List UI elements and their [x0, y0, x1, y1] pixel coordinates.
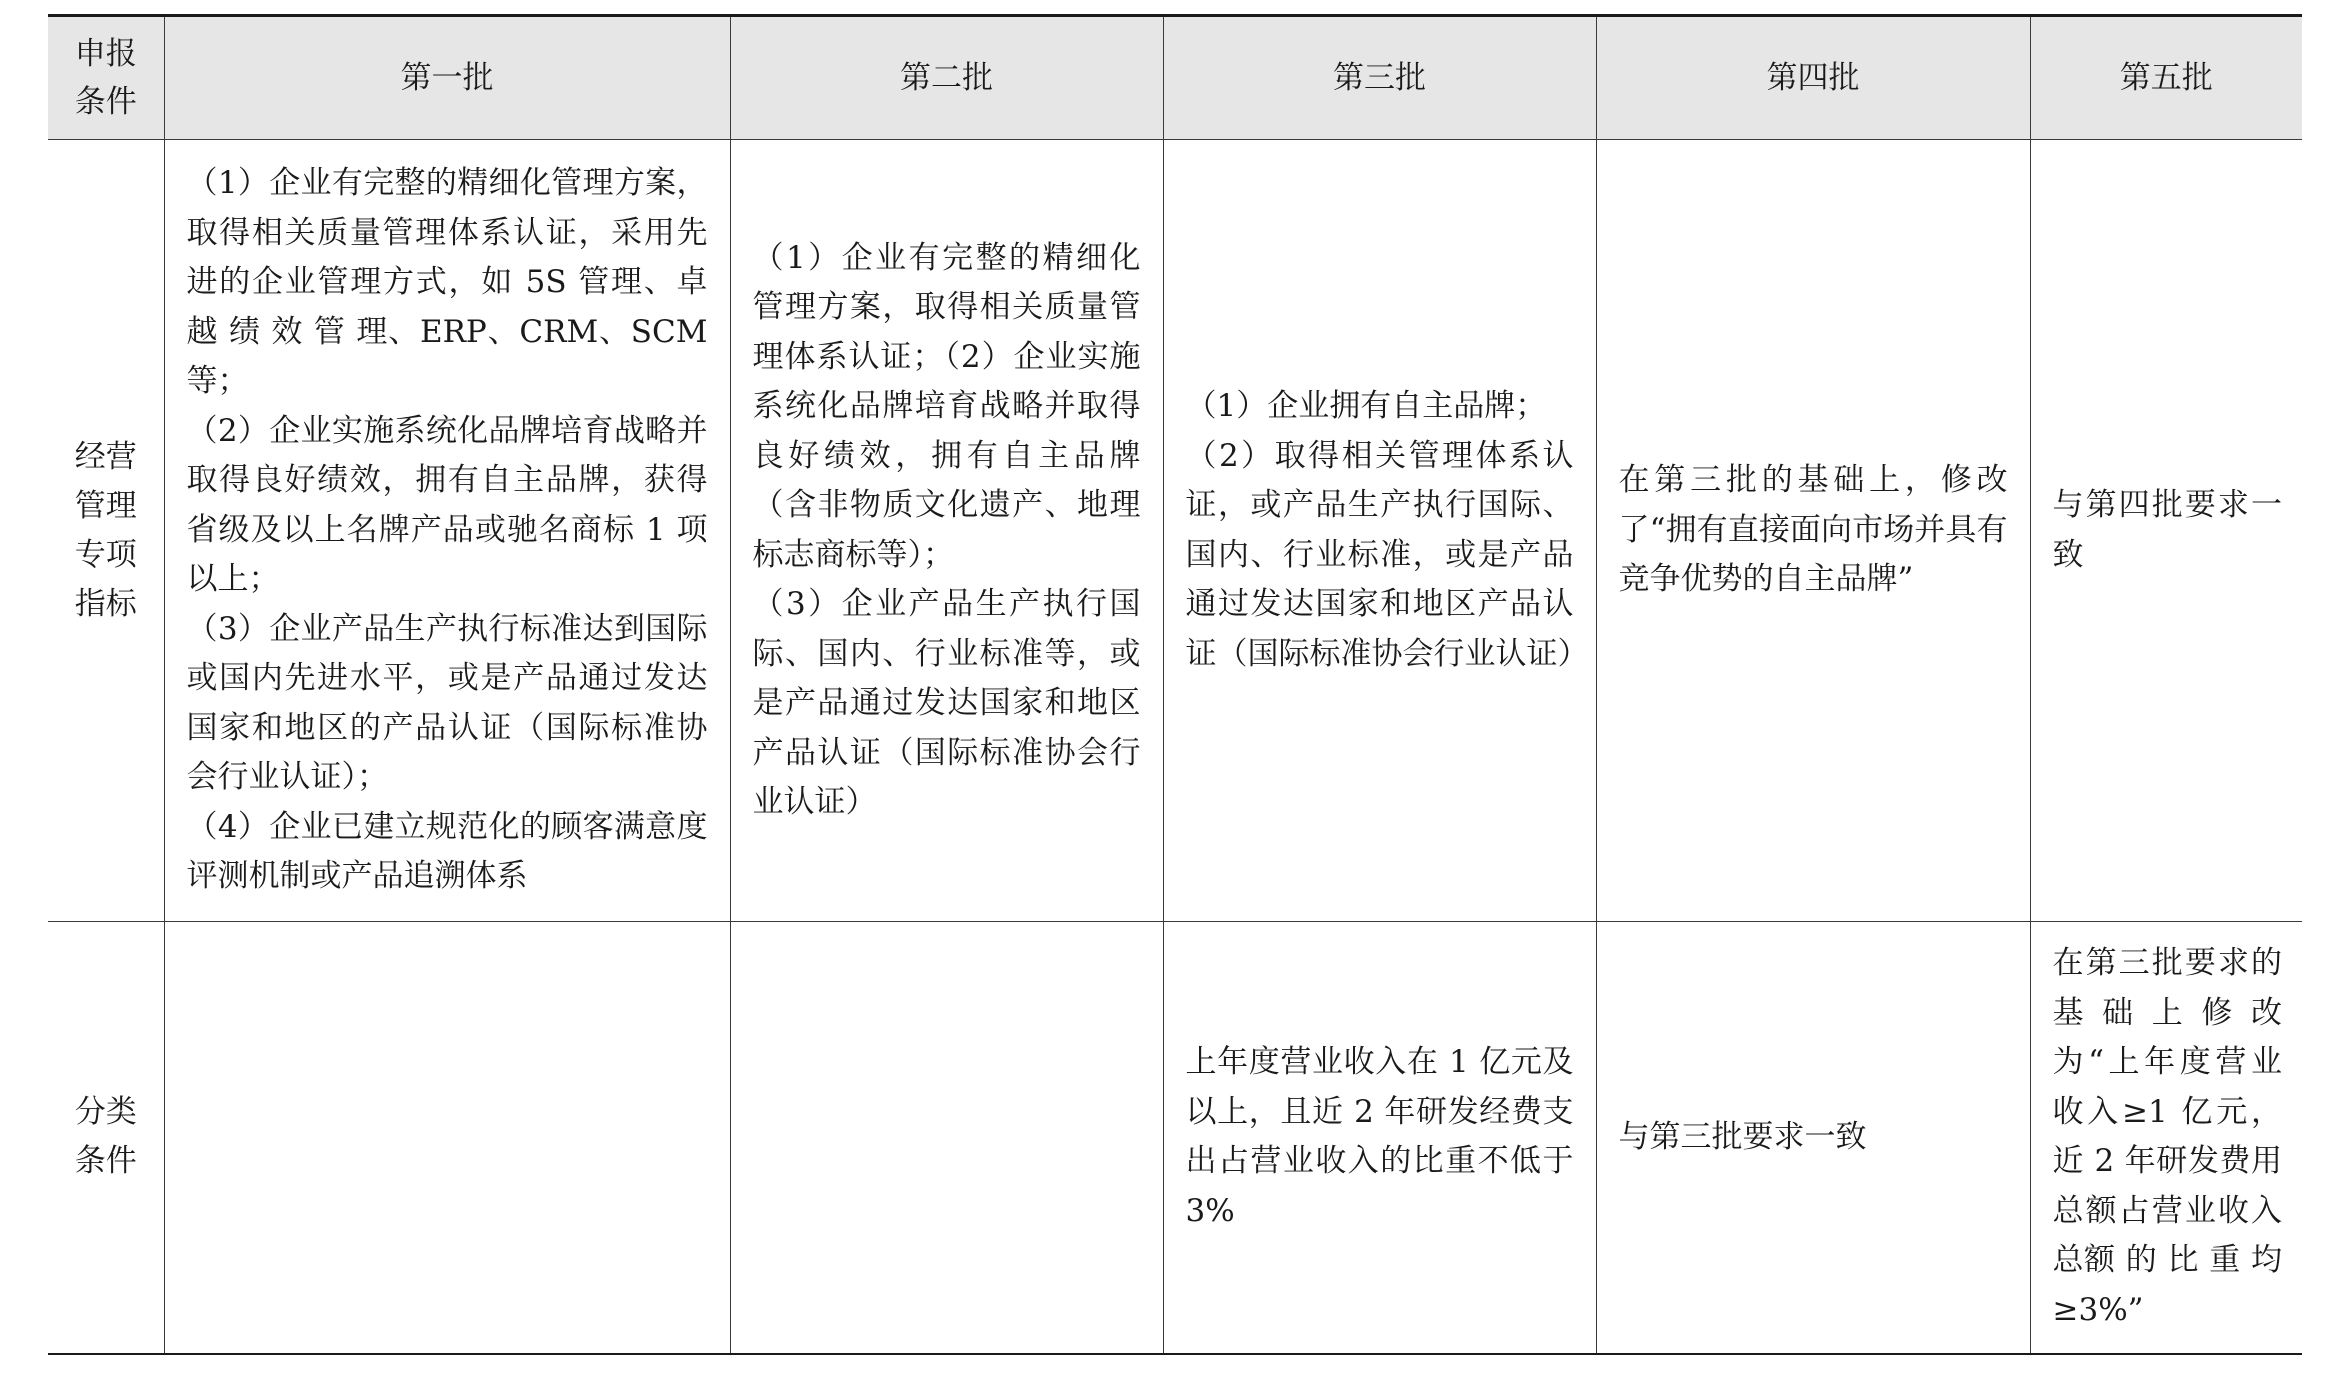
cell-text-class-batch-3: 上年度营业收入在 1 亿元及以上，且近 2 年研发经费支出占营业收入的比重不低于 3%: [1185, 1044, 1584, 1229]
header-batch-2: 第二批: [730, 16, 1163, 140]
cell-text-class-batch-4: 与第三批要求一致: [1618, 1118, 1867, 1155]
cell-text-ops-batch-4: 在第三批的基础上，修改了“拥有直接面向市场并具有竞争优势的自主品牌”: [1618, 462, 2008, 598]
table-cell: [1163, 140, 1596, 922]
cell-text-ops-batch-2: （1）企业有完整的精细化管理方案，取得相关质量管理体系认证；（2）企业实施系统化品牌培育战略并取得良好绩效，拥有自主品牌（含非物质文化遗产、地理标志商标等）； （3）企业产品生产执行国际、国内、行业标准等，或是产品通过发达国家和地区产品认证（国际标准协会行业认证）: [752, 239, 1141, 820]
header-batch-1: 第一批: [164, 16, 730, 140]
cell-text-class-batch-5: 在第三批要求的基础上修改为“上年度营业收入≥1 亿元，近 2 年研发费用总额占营业收入总额 的 比 重 均≥3%”: [2052, 945, 2282, 1328]
row-label-classification: 分类条件: [74, 1094, 137, 1180]
cell-text-ops-batch-1: （1）企业有完整的精细化管理方案，取得相关质量管理体系认证，采用先进的企业管理方式，如 5S 管理、卓 越 绩 效 管 理、ERP、CRM、SCM 等； （2）企业实施系统化品牌培育战略并取得良好绩效，拥有自主品牌，获得省级及以上名牌产品或驰名商标 1 项以上； （3）企业产品生产执行标准达到国际或国内先进水平，或是产品通过发达国家和地区的产品认证（国际标准协会行业认证）； （4）企业已建立规范化的顾客满意度评测机制或产品追溯体系: [186, 165, 708, 895]
table-row-classification: [48, 922, 2302, 1354]
header-corner-label: 申报条件: [74, 36, 137, 120]
header-batch-5: 第五批: [2030, 16, 2302, 140]
row-label-operations: 经营管理专项指标: [74, 438, 137, 622]
table-cell: [1596, 922, 2030, 1354]
table-cell: [164, 922, 730, 1354]
header-batch-4: 第四批: [1596, 16, 2030, 140]
cell-text-ops-batch-3: （1）企业拥有自主品牌； （2）取得相关管理体系认证，或产品生产执行国际、国内、行业标准，或是产品通过发达国家和地区产品认证（国际标准协会行业认证）: [1185, 388, 1589, 672]
cell-text-ops-batch-5: 与第四批要求一致: [2052, 487, 2282, 573]
table-row-operations: [48, 140, 2302, 922]
policy-comparison-table: [48, 14, 2302, 1355]
table-cell: [164, 140, 730, 922]
row-label-cell: [48, 922, 164, 1354]
table-cell: [1596, 140, 2030, 922]
table-cell: [730, 922, 1163, 1354]
table-cell: [730, 140, 1163, 922]
header-corner-cell: [48, 16, 164, 140]
table-cell: [1163, 922, 1596, 1354]
table-cell: [2030, 140, 2302, 922]
table-cell: [2030, 922, 2302, 1354]
row-label-cell: [48, 140, 164, 922]
table-header-row: [48, 16, 2302, 140]
header-batch-3: 第三批: [1163, 16, 1596, 140]
